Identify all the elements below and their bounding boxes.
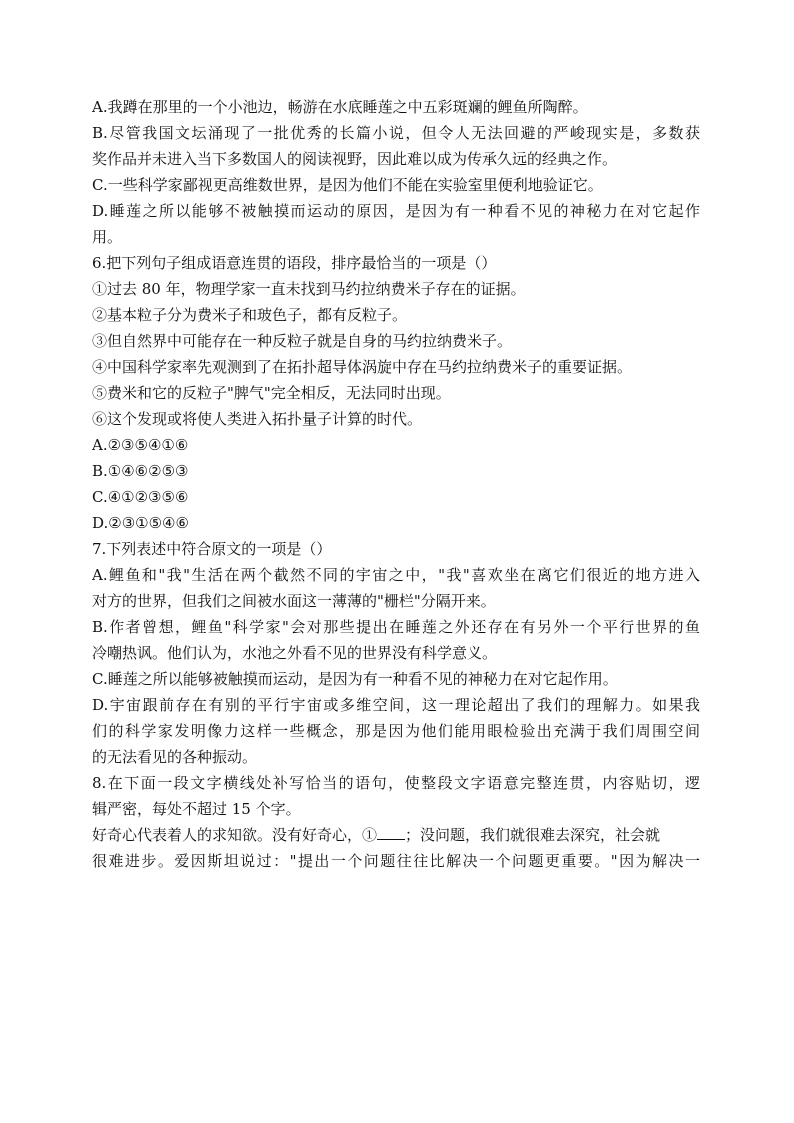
q6-sentence-5: ⑤费米和它的反粒子"脾气"完全相反，无法同时出现。 [92,384,451,402]
q5-option-d-line1: D.睡莲之所以能够不被触摸而运动的原因，是因为有一种看不见的神秘力在对它起作 [92,202,700,220]
q7-stem: 7.下列表述中符合原文的一项是（） [92,540,332,558]
q5-option-c: C.一些科学家鄙视更高维数世界，是因为他们不能在实验室里便利地验证它。 [92,176,603,194]
q7-option-c: C.睡莲之所以能够被触摸而运动，是因为有一种看不见的神秘力在对它起作用。 [92,670,618,688]
q8-stem-line1: 8.在下面一段文字横线处补写恰当的语句，使整段文字语意完整连贯，内容贴切，逻 [92,774,700,792]
q6-sentence-4: ④中国科学家率先观测到了在拓扑超导体涡旋中存在马约拉纳费米子的重要证据。 [92,358,633,376]
q7-option-d-line3: 的无法看见的各种振动。 [92,748,258,766]
q6-stem: 6.把下列句子组成语意连贯的语段，排序最恰当的一项是（） [92,254,497,272]
q6-sentence-6: ⑥这个发现或将使人类进入拓扑量子计算的时代。 [92,410,423,428]
q5-option-d-line2: 用。 [92,228,123,246]
q7-option-a-line2: 对方的世界，但我们之间被水面这一薄薄的"栅栏"分隔开来。 [92,592,496,610]
q8-passage-line1 [92,822,700,848]
q7-option-b-line1: B.作者曾想，鲤鱼"科学家"会对那些提出在睡莲之外还存在有另外一个平行世界的鱼 [92,618,700,636]
q8-stem-line2: 辑严密，每处不超过 15 个字。 [92,800,301,818]
exam-page [92,94,700,874]
q6-sentence-2: ②基本粒子分为费米子和玻色子，都有反粒子。 [92,306,408,324]
answer-blank-1[interactable] [377,839,405,840]
q7-option-d-line2: 们的科学家发明像力这样一些概念，那是因为他们能用眼检验出充满于我们周围空间 [92,722,700,740]
q8-passage-line2: 很难进步。爱因斯坦说过："提出一个问题往往比解决一个问题更重要。"因为解决一 [92,852,700,870]
q6-sentence-3: ③但自然界中可能存在一种反粒子就是自身的马约拉纳费米子。 [92,332,513,350]
q7-option-a-line1: A.鲤鱼和"我"生活在两个截然不同的宇宙之中，"我"喜欢坐在离它们很近的地方进入 [92,566,700,584]
q8-blank-marker: ① [362,826,378,844]
q6-option-c: C.④①②③⑤⑥ [92,488,189,506]
q8-passage-start: 好奇心代表着人的求知欲。没有好奇心， [92,826,363,844]
q6-sentence-1: ①过去 80 年，物理学家一直未找到马约拉纳费米子存在的证据。 [92,280,526,298]
q5-option-a: A.我蹲在那里的一个小池边，畅游在水底睡莲之中五彩斑斓的鲤鱼所陶醉。 [92,98,588,116]
q7-option-b-line2: 冷嘲热讽。他们认为，水池之外看不见的世界没有科学意义。 [92,644,498,662]
q5-option-b-line2: 奖作品并未进入当下多数国人的阅读视野，因此难以成为传承久远的经典之作。 [92,150,618,168]
q6-option-b: B.①④⑥②⑤③ [92,462,189,480]
q5-option-b-line1: B.尽管我国文坛涌现了一批优秀的长篇小说，但令人无法回避的严峻现实是，多数获 [92,124,700,142]
q8-passage-continue: ；没问题，我们就很难去深究，社会就 [405,826,661,844]
q7-option-d-line1: D.宇宙跟前存在有别的平行宇宙或多维空间，这一理论超出了我们的理解力。如果我 [92,696,700,714]
q6-option-a: A.②③⑤④①⑥ [92,436,189,454]
q6-option-d: D.②③①⑤④⑥ [92,514,189,532]
